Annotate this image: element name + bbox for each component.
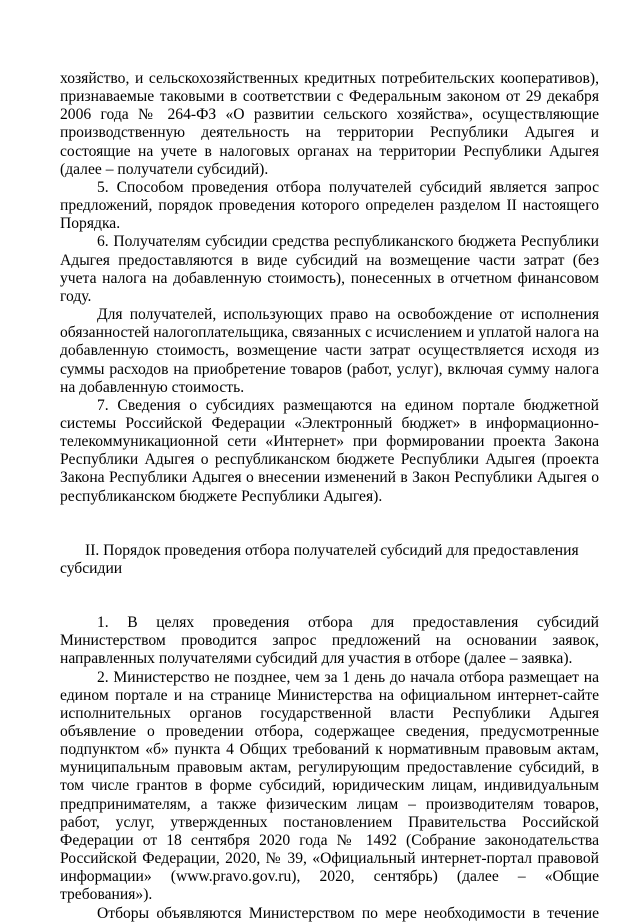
section2-paragraph-2: 2. Министерство не позднее, чем за 1 день до начала отбора размещает на едином портале и на странице Министерства на официальном интернет-сайте исполнительных органов государственной власти Республики Адыгея объявление о проведении отбора, содержащее сведения, предусмотренные подпунктом «б» пункта 4 Общих требований к нормативным правовым актам, муниципальным правовым актам, регулирующим предоставление субсидий, в том числе грантов в форме субсидий, юридическим лицам, индивидуальным предпринимателям, а также физическим лицам – производителям товаров, работ, услуг, утвержденных постановлением Правительства Российской Федерации от 18 сентября 2020 года № 1492 (Собрание законодательства Российской Федерации, 2020, № 39, «Официальный интернет-портал правовой информации» (www.pravo.gov.ru), 2020, сентябрь) (далее – «Общие требования»). xyxy=(60,668,599,904)
section2-paragraph-3: Отборы объявляются Министерством по мере необходимости в течение xyxy=(97,904,599,922)
spacer xyxy=(60,506,599,542)
paragraph-6: 6. Получателям субсидии средства республиканского бюджета Республики Адыгея предоставляются в виде субсидий на возмещение части затрат (без учета налога на добавленную стоимость), понесенных в отчетном финансовом году. xyxy=(60,233,599,305)
paragraph-7: 7. Сведения о субсидиях размещаются на едином портале бюджетной системы Российской Федерации «Электронный бюджет» в информационно-телекоммуникационной сети «Интернет» при формировании проекта Закона Республики Адыгея о республиканском бюджете Республики Адыгея (проекта Закона Республики Адыгея о внесении изменений в Закон Республики Адыгея о республиканском бюджете Республики Адыгея). xyxy=(60,396,599,505)
section-heading: II. Порядок проведения отбора получателей субсидий для предоставления субсидии xyxy=(60,541,579,577)
paragraph-6-vat: Для получателей, использующих право на освобождение от исполнения обязанностей налогоплательщика, связанных с исчислением и уплатой налога на добавленную стоимость, возмещение части затрат осуществляется исходя из суммы расходов на приобретение товаров (работ, услуг), включая сумму налога на добавленную стоимость. xyxy=(60,306,599,396)
paragraph-continued: хозяйство, и сельскохозяйственных кредитных потребительских кооперативов), признаваемые таковыми в соответствии с Федеральным законом от 29 декабря 2006 года № 264-ФЗ «О развитии сельского хозяйства», осуществляющие производственную деятельность на территории Республики Адыгея и состоящие на учете в налоговых органах на территории Республики Адыгея (далее – получатели субсидий). xyxy=(60,70,599,178)
paragraph-5: 5. Способом проведения отбора получателей субсидий является запрос предложений, порядок проведения которого определен разделом II настоящего Порядка. xyxy=(60,178,599,233)
section2-paragraph-1: 1. В целях проведения отбора для предоставления субсидий Министерством проводится запрос предложений на основании заявок, направленных получателями субсидий для участия в отборе (далее – заявка). xyxy=(60,614,599,668)
spacer xyxy=(60,578,599,614)
